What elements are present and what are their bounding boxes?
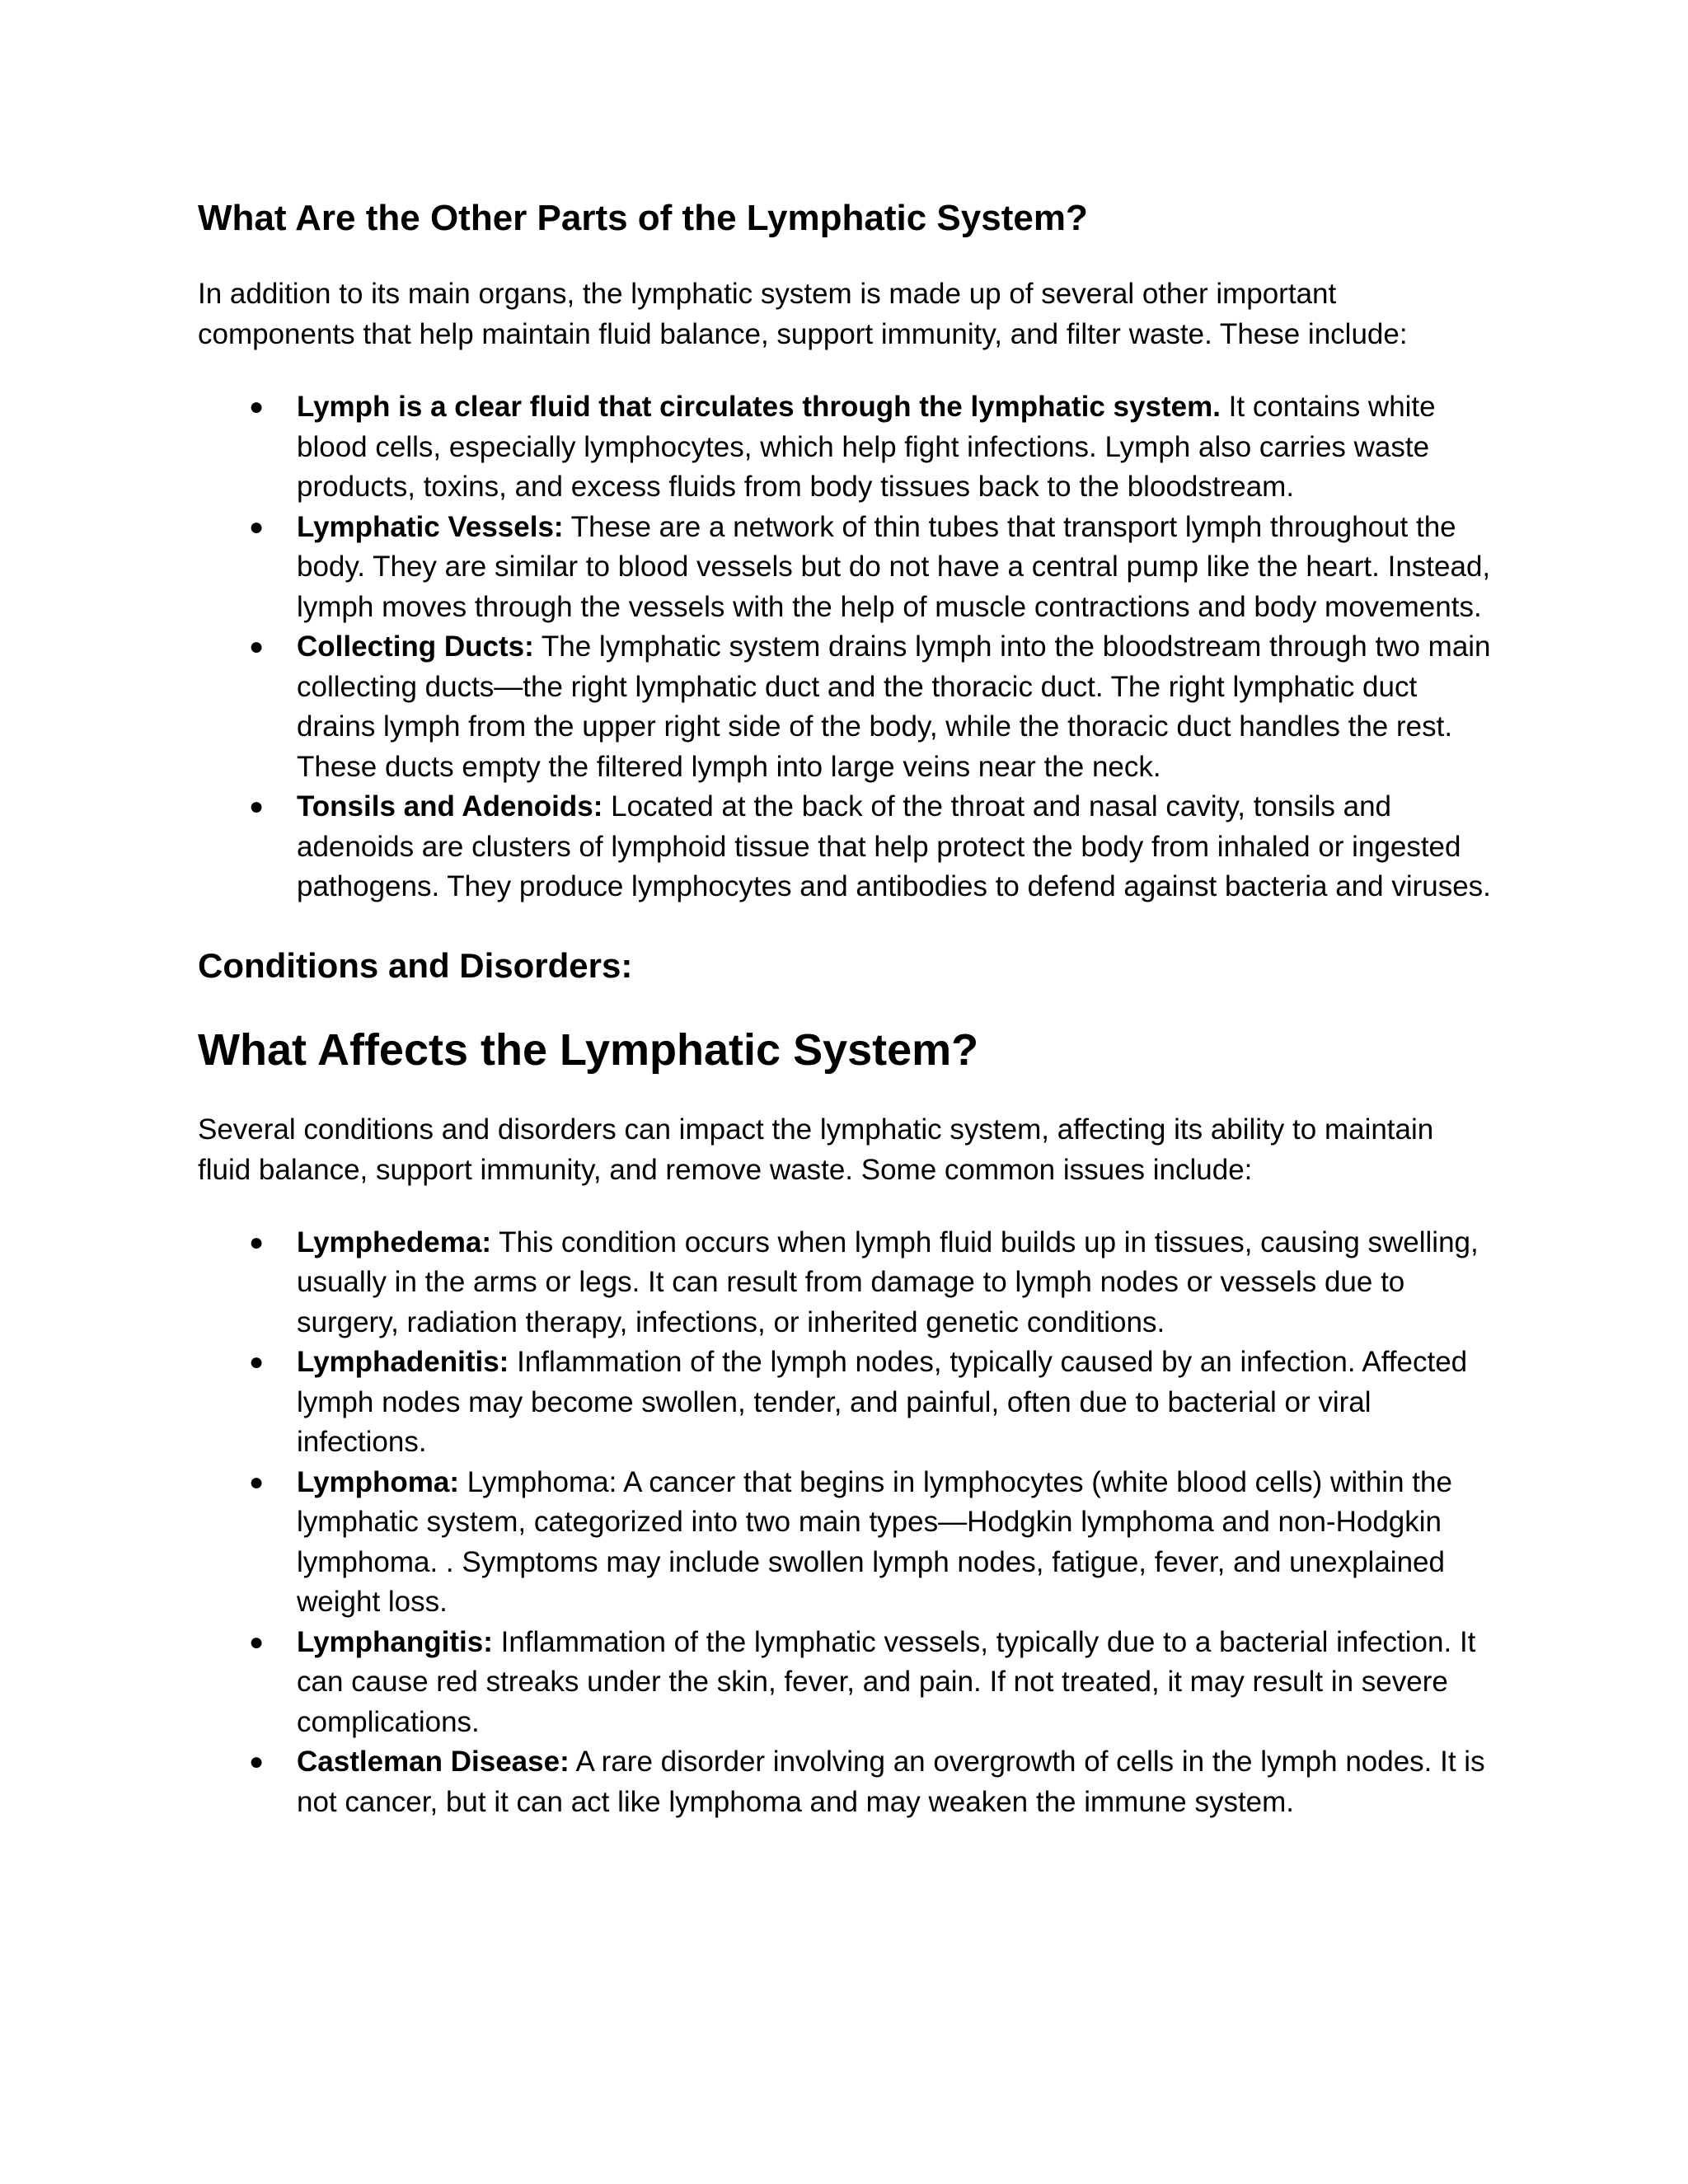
- bullet-icon: ●: [249, 1468, 265, 1496]
- list-item-text: The lymphatic system drains lymph into the bloodstream through two main collecting ducts—the right lymphatic duct and the thoracic duct. The right lymphatic duct drains lymph from the upper right side of the body, while the thoracic duct handles the rest. These ducts empty the filtered lymph into large veins near the neck.: [297, 630, 1491, 783]
- section-heading-affects: What Affects the Lymphatic System?: [198, 1024, 979, 1075]
- list-item: [198, 387, 1492, 508]
- list-item: [198, 1742, 1492, 1822]
- list-item-term: Lymph is a clear fluid that circulates through the lymphatic system.: [297, 391, 1221, 423]
- list-item-text: Lymphoma: A cancer that begins in lymphocytes (white blood cells) within the lymphatic system, categorized into two main types—Hodgkin lymphoma and non-Hodgkin lymphoma. . Symptoms may include swollen lymph nodes, fatigue, fever, and unexplained weight loss.: [297, 1465, 1452, 1618]
- list-item-term: Lymphangitis:: [297, 1625, 493, 1658]
- intro-paragraph-other-parts: In addition to its main organs, the lymphatic system is made up of several other important components that help maintain fluid balance, support immunity, and filter waste. These include:: [198, 278, 1408, 350]
- list-item: [198, 1223, 1492, 1343]
- list-item: [198, 1463, 1492, 1623]
- bullet-icon: ●: [249, 393, 265, 420]
- list-item: [198, 1623, 1492, 1743]
- bullet-icon: ●: [249, 513, 265, 541]
- list-item-text: It contains white blood cells, especially lymphocytes, which help fight infections. Lymph also carries waste products, toxins, and excess fluids from body tissues back to the bloodstream.: [297, 391, 1436, 503]
- list-item-term: Lymphadenitis:: [297, 1346, 509, 1378]
- other-parts-list: [198, 387, 1492, 907]
- list-item: [198, 508, 1492, 628]
- bullet-icon: ●: [249, 633, 265, 660]
- list-item-text: A rare disorder involving an overgrowth of cells in the lymph nodes. It is not cancer, but it can act like lymphoma and may weaken the immune system.: [297, 1746, 1485, 1818]
- section-heading-other-parts: What Are the Other Parts of the Lymphatic System?: [198, 198, 1088, 238]
- list-item-term: Lymphatic Vessels:: [297, 510, 564, 543]
- list-item-term: Collecting Ducts:: [297, 630, 534, 663]
- list-item-term: Castleman Disease:: [297, 1746, 570, 1778]
- list-item-text: Inflammation of the lymphatic vessels, typically due to a bacterial infection. It can cause red streaks under the skin, fever, and pain. If not treated, it may result in severe complications.: [297, 1625, 1476, 1738]
- list-item: [198, 627, 1492, 787]
- list-item-term: Lymphedema:: [297, 1226, 491, 1258]
- conditions-subheading: Conditions and Disorders:: [198, 945, 633, 985]
- list-item-term: Lymphoma:: [297, 1465, 460, 1498]
- list-item-text: This condition occurs when lymph fluid builds up in tissues, causing swelling, usually in the arms or legs. It can result from damage to lymph nodes or vessels due to surgery, radiation therapy, infections, or inherited genetic conditions.: [297, 1226, 1479, 1338]
- bullet-icon: ●: [249, 1348, 265, 1376]
- bullet-icon: ●: [249, 793, 265, 820]
- list-item-text: These are a network of thin tubes that transport lymph throughout the body. They are similar to blood vessels but do not have a central pump like the heart. Instead, lymph moves through the vessels with the help of muscle contractions and body movements.: [297, 510, 1491, 623]
- intro-paragraph-affects: Several conditions and disorders can impact the lymphatic system, affecting its ability to maintain fluid balance, support immunity, and remove waste. Some common issues include:: [198, 1113, 1434, 1186]
- bullet-icon: ●: [249, 1628, 265, 1656]
- list-item-text: Inflammation of the lymph nodes, typically caused by an infection. Affected lymph nodes may become swollen, tender, and painful, often due to bacterial or viral infections.: [297, 1346, 1468, 1458]
- list-item-text: Located at the back of the throat and nasal cavity, tonsils and adenoids are clusters of lymphoid tissue that help protect the body from inhaled or ingested pathogens. They produce lymphocytes and antibodies to defend against bacteria and viruses.: [297, 790, 1491, 902]
- list-item: [198, 787, 1492, 907]
- list-item-term: Tonsils and Adenoids:: [297, 790, 603, 823]
- conditions-list: [198, 1223, 1492, 1823]
- bullet-icon: ●: [249, 1228, 265, 1256]
- document-page: [198, 194, 1492, 1822]
- bullet-icon: ●: [249, 1748, 265, 1775]
- list-item: [198, 1343, 1492, 1463]
